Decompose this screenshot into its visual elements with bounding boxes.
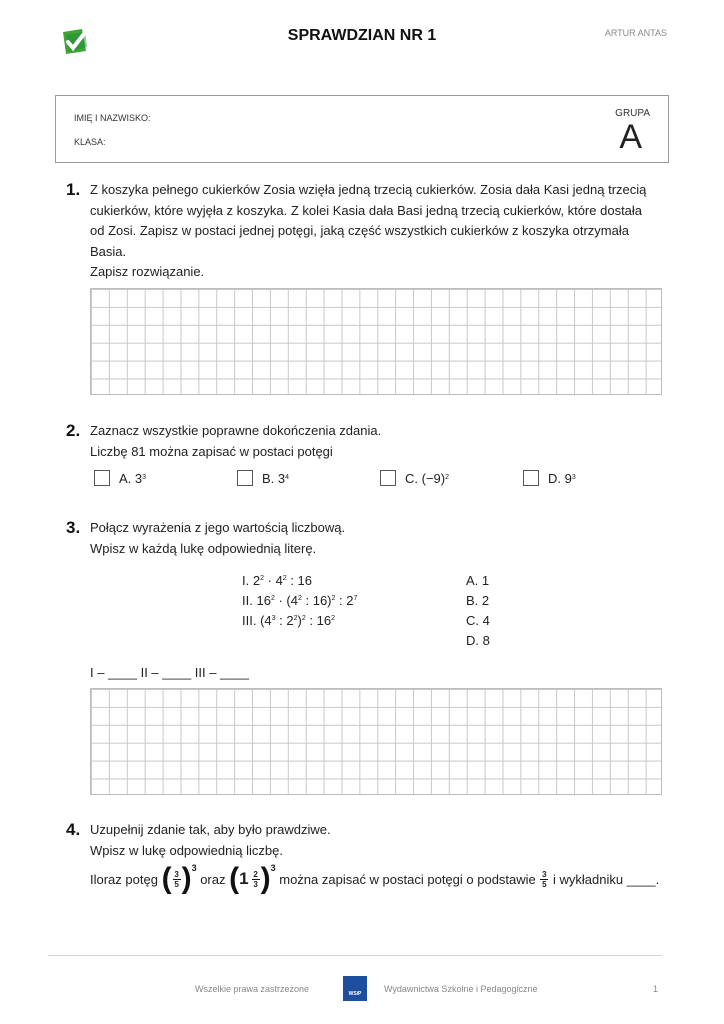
mixed-number-whole: 1 — [239, 869, 249, 888]
option-c-base: (−9) — [421, 470, 446, 486]
option-d-checkbox[interactable] — [523, 470, 539, 486]
expression-2-part: 16 — [256, 593, 271, 608]
option-a-checkbox[interactable] — [94, 470, 110, 486]
answer-grid-q1[interactable] — [90, 288, 662, 395]
question-2-line: Zaznacz wszystkie poprawne dokończenia zdania. — [90, 423, 382, 438]
question-1-text — [90, 180, 675, 283]
page-title: SPRAWDZIAN NR 1 — [287, 27, 437, 44]
option-d-label: D. — [548, 470, 561, 486]
question-1-line: cukierków, które wyjęła z koszyka. Z kolei Kasia dała Basi jedną trzecią cukierków, które dostała — [90, 202, 643, 218]
wsip-logo: WSiP — [343, 976, 367, 1001]
option-b-base: 3 — [277, 470, 286, 486]
expression-3-part: (4 — [260, 613, 272, 628]
student-info-box — [55, 95, 669, 163]
expression-3-part: : 16 — [305, 613, 332, 628]
expression-3-part: : 2 — [275, 613, 294, 628]
expression-1-exp: 2 — [260, 575, 264, 582]
option-a-base: 3 — [134, 470, 143, 486]
option-b[interactable]: B. 3 4 — [237, 470, 289, 486]
question-1-line: Zapisz rozwiązanie. — [90, 264, 205, 279]
expression-3-exp: 2 — [301, 615, 306, 622]
power-exponent: 3 — [191, 863, 197, 873]
expression-2-exp: 2 — [331, 595, 336, 602]
question-4-text — [90, 820, 675, 861]
class-label: KLASA: — [74, 137, 106, 147]
question-2-line: Liczbę 81 można zapisać w postaci potęgi — [90, 443, 333, 459]
question-4-number: 4. — [66, 820, 81, 839]
footer-rights: Wszelkie prawa zastrzeżone — [195, 984, 310, 994]
expression-2-roman: II. — [242, 593, 253, 608]
expression-3-part: ) — [297, 613, 302, 628]
expression-3-roman: III. — [242, 613, 257, 628]
paren-close: ) — [181, 862, 192, 895]
footer-divider — [48, 955, 662, 956]
question-3-number: 3. — [66, 518, 81, 537]
option-a[interactable]: A. 3 3 — [94, 470, 146, 486]
q4-text-part: oraz — [200, 871, 226, 887]
value-c: C. 4 — [466, 613, 490, 628]
expression-1-part: : 16 — [286, 573, 312, 588]
option-b-checkbox[interactable] — [237, 470, 253, 486]
paren-open: ( — [161, 862, 172, 895]
expression-2-exp: 2 — [270, 595, 275, 602]
expression-2-part: · ( — [274, 593, 291, 608]
expression-1-part: 2 — [252, 573, 261, 588]
expression-2-part: : 16) — [301, 593, 332, 608]
fraction-numerator: 3 — [542, 869, 547, 879]
question-1-line: od Zosi. Zapisz w postaci jednej potęgi, jaką część wszystkich cukierków z koszyka otrzymała — [90, 223, 629, 238]
paren-close: ) — [260, 862, 271, 895]
question-2-text — [90, 421, 675, 462]
question-1-line: Z koszyka pełnego cukierków Zosia wzięła jedną trzecią cukierków. Zosia dała Kasi jedną trzecią — [90, 182, 647, 197]
expression-3 — [242, 613, 335, 628]
question-3-line: Wpisz w każdą lukę odpowiednią literę. — [90, 540, 317, 556]
question-1-line: Basia. — [90, 243, 127, 259]
fraction-denominator: 3 — [253, 879, 258, 889]
question-4-sentence — [90, 862, 659, 896]
option-a-label: A. — [119, 470, 132, 486]
fraction-denominator: 5 — [542, 879, 547, 889]
expression-2-exp: 2 — [297, 595, 302, 602]
fraction-numerator: 3 — [174, 869, 179, 879]
expression-3-exp: 3 — [271, 615, 276, 622]
expression-1-roman: I. — [242, 573, 250, 588]
fraction-3-5 — [173, 870, 181, 889]
author-name: ARTUR ANTAS — [604, 28, 667, 38]
question-3-line: Połącz wyrażenia z jego wartością liczbową. — [90, 520, 346, 535]
question-2-number: 2. — [66, 421, 81, 440]
group-label: GRUPA — [615, 108, 650, 119]
fraction-denominator: 5 — [174, 879, 179, 889]
footer-publisher: Wydawnictwa Szkolne i Pedagogiczne — [384, 984, 538, 994]
q4-text-part: można zapisać w postaci potęgi o podstawie — [279, 871, 536, 887]
page-number: 1 — [653, 984, 659, 994]
option-c-checkbox[interactable] — [380, 470, 396, 486]
fraction-numerator: 2 — [253, 869, 258, 879]
question-4-line: Uzupełnij zdanie tak, aby było prawdziwe. — [90, 822, 331, 837]
name-label: IMIĘ I NAZWISKO: — [74, 113, 151, 123]
matching-answer-line[interactable]: I – ____ II – ____ III – ____ — [90, 665, 250, 680]
option-d-base: 9 — [564, 470, 572, 486]
expression-2-part: 4 — [290, 593, 298, 608]
expression-2 — [242, 593, 357, 608]
value-a: A. 1 — [466, 573, 490, 588]
fraction-base-3-5 — [540, 870, 548, 889]
expression-1-part: 4 — [275, 573, 283, 588]
value-b: B. 2 — [466, 593, 490, 608]
expression-3-exp: 2 — [293, 615, 298, 622]
expression-1 — [242, 573, 312, 588]
expression-2-part: : 2 — [335, 593, 354, 608]
value-d: D. 8 — [466, 633, 490, 648]
answer-grid-q3[interactable] — [90, 688, 662, 795]
option-d[interactable]: D. 9 3 — [523, 470, 576, 486]
question-1-number: 1. — [66, 180, 81, 199]
option-b-label: B. — [262, 470, 275, 486]
option-c[interactable]: C. (−9) 2 — [380, 470, 449, 486]
expression-1-exp: 2 — [282, 575, 287, 582]
fraction-2-3 — [252, 870, 260, 889]
question-3-text — [90, 518, 675, 559]
question-4-line: Wpisz w lukę odpowiednią liczbę. — [90, 842, 283, 858]
paren-open: ( — [229, 862, 240, 895]
q4-text-part: Iloraz potęg — [90, 871, 158, 887]
expression-1-part: · — [264, 573, 276, 588]
expression-2-exp: 7 — [353, 595, 358, 602]
group-letter: A — [619, 118, 642, 156]
power-exponent: 3 — [270, 863, 276, 873]
expression-3-exp: 2 — [331, 615, 335, 622]
q4-text-part[interactable]: i wykładniku ____. — [553, 871, 660, 887]
option-c-label: C. — [405, 470, 418, 486]
